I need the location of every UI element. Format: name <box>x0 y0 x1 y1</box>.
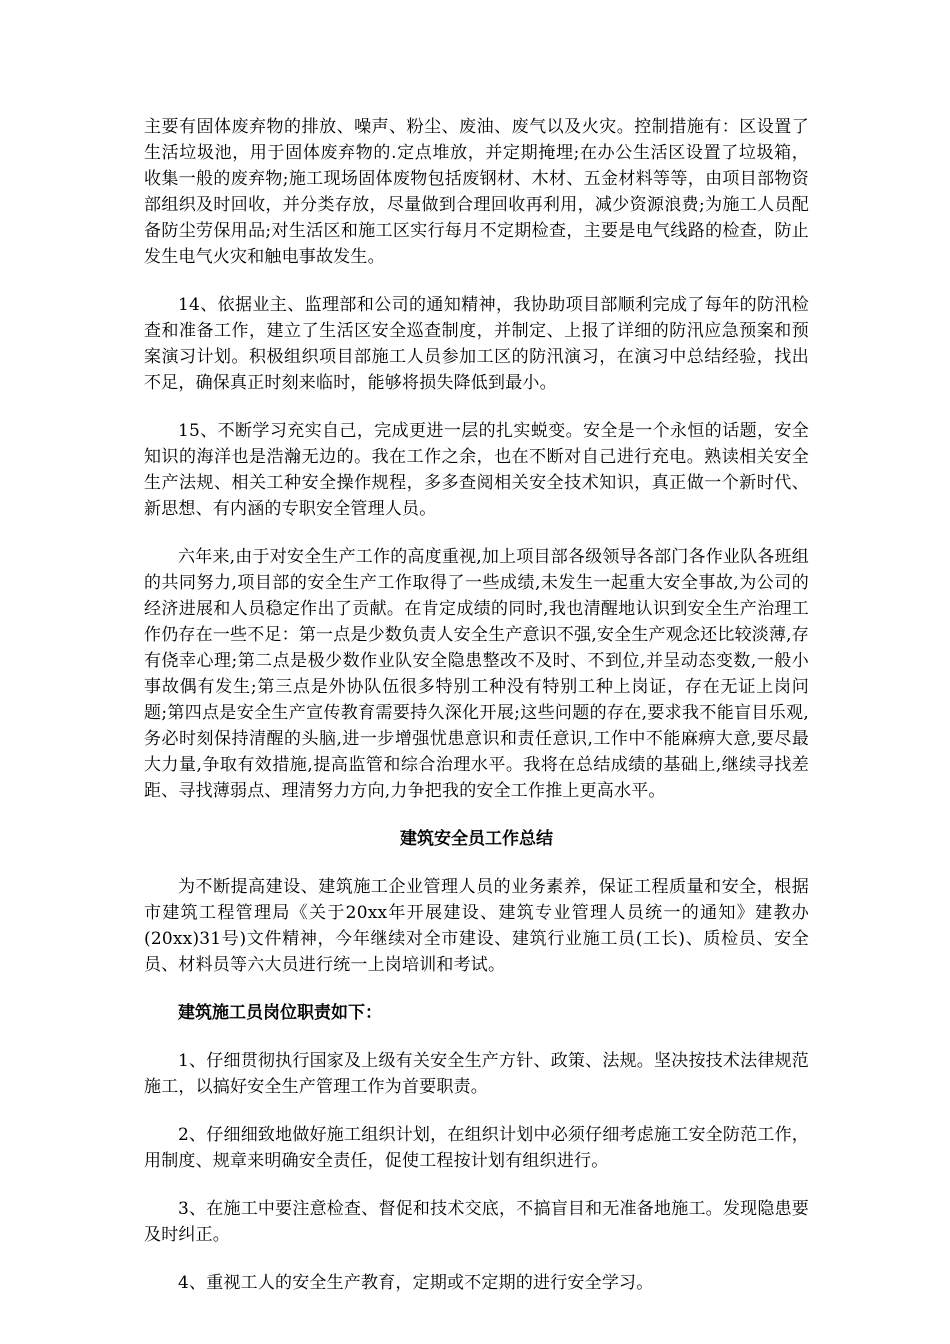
duty-item-2: 2、仔细细致地做好施工组织计划，在组织计划中必须仔细考虑施工安全防范工作，用制度、规章来明确安全责任，促使工程按计划有组织进行。 <box>144 1125 809 1171</box>
paragraph-item-15: 15、不断学习充实自己，完成更进一层的扎实蜕变。安全是一个永恒的话题，安全知识的海洋也是浩瀚无边的。我在工作之余，也在不断对自己进行充电。熟读相关安全生产法规、相关工种安全操作规程，多多查阅相关安全技术知识，真正做一个新时代、新思想、有内涵的专职安全管理人员。 <box>144 421 809 519</box>
paragraph-six-years-summary: 六年来,由于对安全生产工作的高度重视,加上项目部各级领导各部门各作业队各班组的共同努力,项目部的安全生产工作取得了一些成绩,未发生一起重大安全事故,为公司的经济进展和人员稳定作出了贡献。在肯定成绩的同时,我也清醒地认识到安全生产治理工作仍存在一些不足：第一点是少数负责人安全生产意识不强,安全生产观念还比较淡薄,存有侥幸心理;第二点是极少数作业队安全隐患整改不及时、不到位,并呈动态变数,一般小事故偶有发生;第三点是外协队伍很多特别工种没有特别工种上岗证，存在无证上岗问题;第四点是安全生产宣传教育需要持久深化开展;这些问题的存在,要求我不能盲目乐观,务必时刻保持清醒的头脑,进一步增强忧患意识和责任意识,工作中不能麻痹大意,要尽最大力量,争取有效措施,提高监管和综合治理水平。我将在总结成绩的基础上,继续寻找差距、寻找薄弱点、理清努力方向,力争把我的安全工作推上更高水平。 <box>144 547 809 801</box>
paragraph-item-14: 14、依据业主、监理部和公司的通知精神，我协助项目部顺利完成了每年的防汛检查和准备工作，建立了生活区安全巡查制度，并制定、上报了详细的防汛应急预案和预案演习计划。积极组织项目部施工人员参加工区的防汛演习，在演习中总结经验，找出不足，确保真正时刻来临时，能够将损失降低到最小。 <box>144 295 809 393</box>
duty-item-1: 1、仔细贯彻执行国家及上级有关安全生产方针、政策、法规。坚决按技术法律规范施工，以搞好安全生产管理工作为首要职责。 <box>144 1051 809 1097</box>
duty-item-3: 3、在施工中要注意检查、督促和技术交底，不搞盲目和无准备地施工。发现隐患要及时纠正。 <box>144 1199 809 1245</box>
duties-subtitle: 建筑施工员岗位职责如下： <box>178 1003 382 1023</box>
paragraph-intro: 为不断提高建设、建筑施工企业管理人员的业务素养，保证工程质量和安全，根据市建筑工程管理局《关于20xx年开展建设、建筑专业管理人员统一的通知》建教办(20xx)31号)文件精神，今年继续对全市建设、建筑行业施工员(工长)、质检员、安全员、材料员等六大员进行统一上岗培训和考试。 <box>144 877 809 975</box>
duty-item-4: 4、重视工人的安全生产教育，定期或不定期的进行安全学习。 <box>178 1273 654 1293</box>
paragraph-environment-controls: 主要有固体废弃物的排放、噪声、粉尘、废油、废气以及火灾。控制措施有：区设置了生活垃圾池，用于固体废弃物的.定点堆放，并定期掩埋;在办公生活区设置了垃圾箱，收集一般的废弃物;施工现场固体废物包括废钢材、木材、五金材料等等，由项目部物资部组织及时回收，并分类存放，尽量做到合理回收再利用，减少资源浪费;为施工人员配备防尘劳保用品;对生活区和施工区实行每月不定期检查，主要是电气线路的检查，防止发生电气火灾和触电事故发生。 <box>144 117 809 267</box>
document-body <box>144 114 809 1318</box>
section-title: 建筑安全员工作总结 <box>400 829 553 849</box>
